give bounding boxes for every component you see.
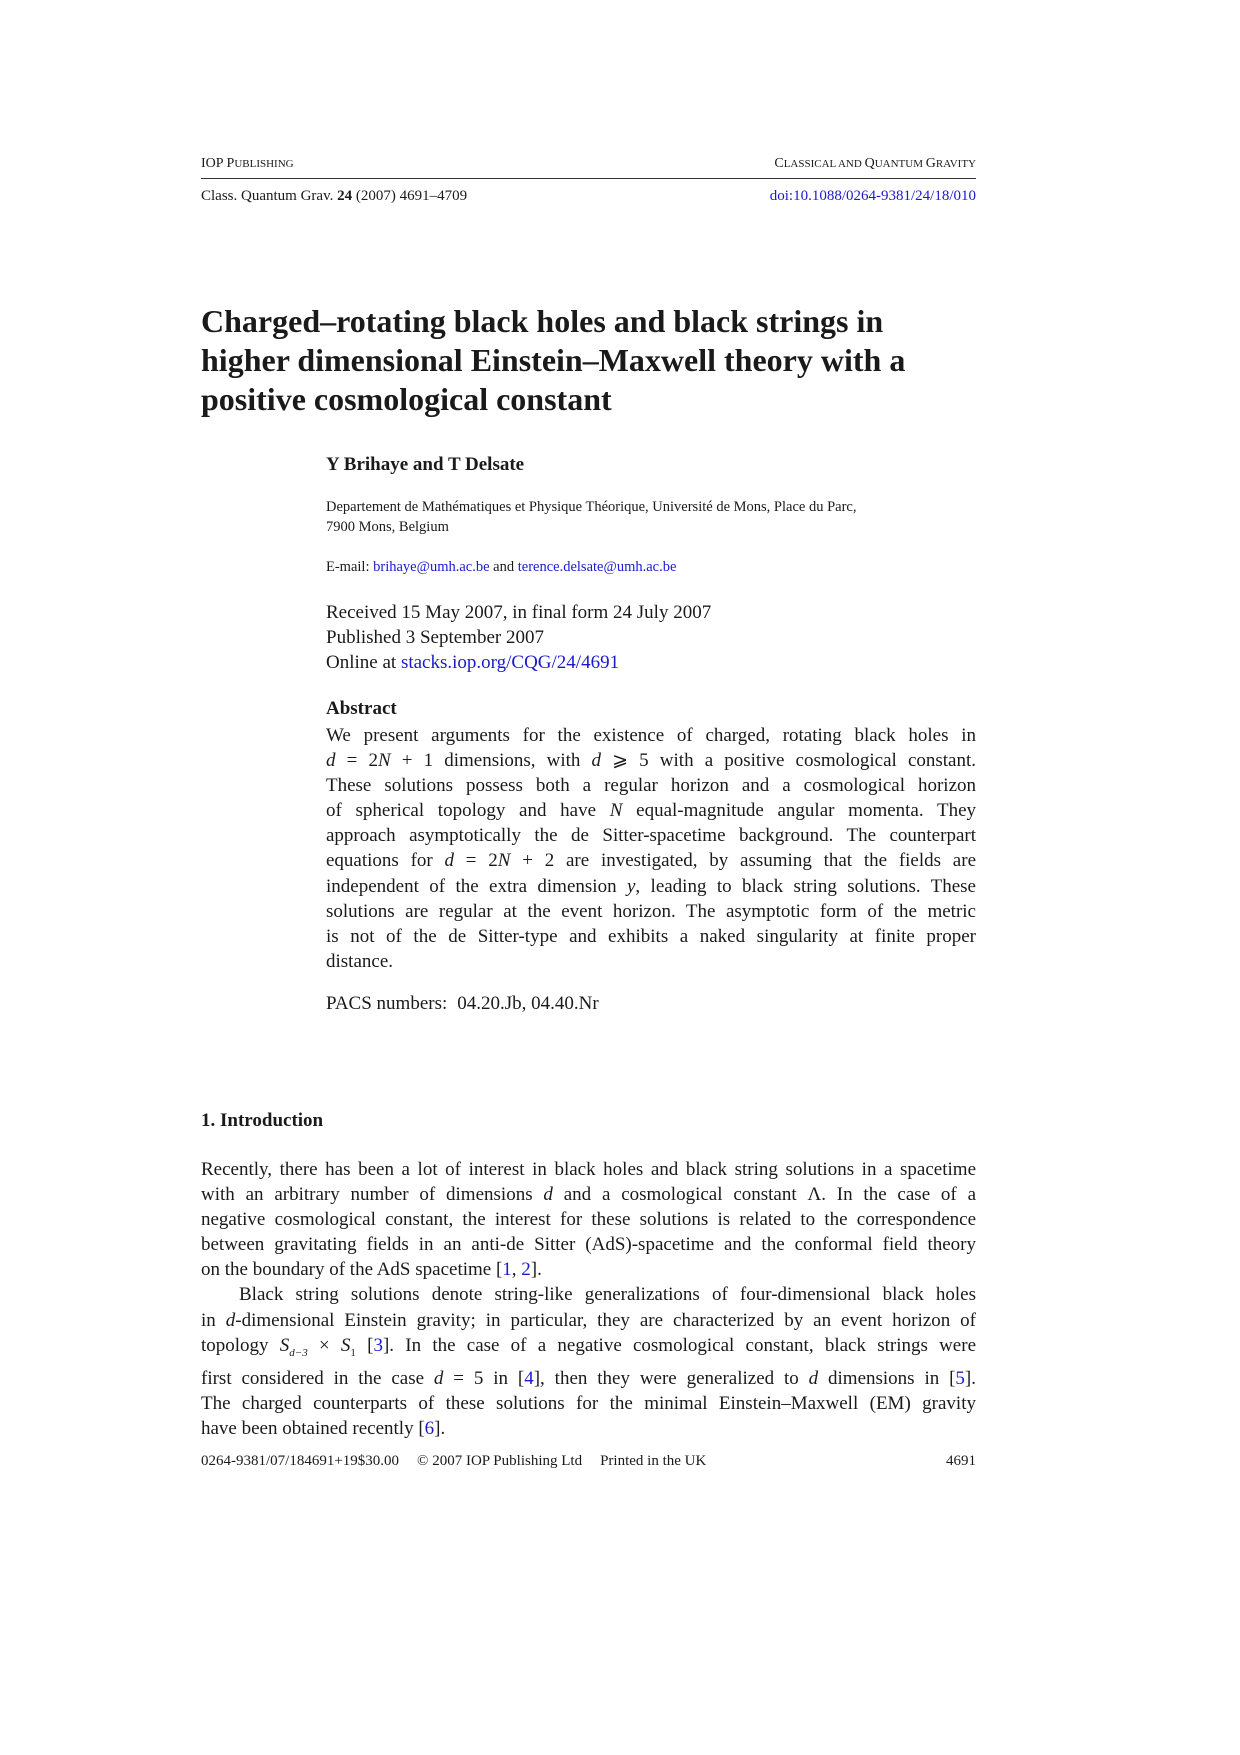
online-link[interactable]: stacks.iop.org/CQG/24/4691: [400, 652, 620, 673]
abstract-line: [326, 949, 976, 974]
math-var: d: [591, 750, 602, 772]
abstract-text: , leading to black string solutions. These: [635, 875, 976, 897]
intro-line: [201, 1207, 976, 1232]
intro-text: topology: [201, 1334, 280, 1356]
reference-link-1[interactable]: 1: [502, 1259, 512, 1281]
abstract-text: equal-magnitude angular momenta. They: [622, 800, 977, 822]
abstract-text: independent of the extra dimension: [326, 875, 627, 897]
abstract-text: + 1 dimensions, with: [390, 750, 592, 772]
intro-text: -dimensional Einstein gravity; in particular, they are characterized by an event horizon of: [235, 1309, 976, 1331]
abstract-line: [326, 798, 976, 823]
abstract-text: is not of the de Sitter-type and exhibits a naked singularity at finite proper: [326, 925, 976, 947]
pacs-value: 04.20.Jb, 04.40.Nr: [457, 993, 599, 1014]
abstract-line: [326, 924, 976, 949]
abstract-text: of spherical topology and have: [326, 800, 610, 822]
intro-text: between gravitating fields in an anti-de Sitter (AdS)-spacetime and the conformal field theory: [201, 1234, 976, 1256]
affiliation: [326, 497, 976, 537]
journal-word-2-initial: Q: [864, 156, 875, 171]
math-var: d: [326, 750, 336, 772]
intro-text: Black string solutions denote string-like generalizations of four-dimensional black holes: [239, 1284, 976, 1306]
abstract-line: [326, 848, 976, 873]
intro-text: and a cosmological constant Λ. In the case of a: [552, 1184, 977, 1206]
intro-line: [201, 1182, 976, 1207]
intro-text: ×: [307, 1334, 341, 1356]
citation-journal: Class. Quantum Grav.: [201, 188, 338, 204]
abstract-text: solutions are regular at the event horizon. The asymptotic form of the metric: [326, 900, 976, 922]
citation: [201, 188, 467, 205]
intro-line: [201, 1157, 976, 1182]
abstract-text: ⩾ 5 with a positive cosmological constant.: [601, 750, 977, 772]
intro-text: on the boundary of the AdS spacetime [: [201, 1259, 503, 1281]
footer-issn: 0264-9381/07/184691+19$30.00: [201, 1453, 400, 1469]
math-subscript: 1: [350, 1346, 356, 1359]
affiliation-line: 7900 Mons, Belgium: [326, 519, 449, 535]
intro-line: [201, 1391, 976, 1416]
section-heading: 1. Introduction: [201, 1110, 324, 1131]
abstract-text: approach asymptotically the de Sitter-spacetime background. The counterpart: [326, 825, 976, 847]
affiliation-line: Departement de Mathématiques et Physique Théorique, Université de Mons, Place du Parc,: [326, 499, 857, 515]
intro-text: ,: [511, 1259, 522, 1281]
email-joiner: and: [489, 559, 518, 575]
intro-line: [201, 1416, 976, 1441]
received-date: Received 15 May 2007, in final form 24 July 2007: [326, 602, 712, 623]
publisher-initials: IOP P: [201, 156, 235, 171]
doi-link[interactable]: [770, 188, 976, 205]
intro-text: Recently, there has been a lot of interest in black holes and black string solutions in a spacetime: [201, 1159, 976, 1180]
email-link-delsate[interactable]: terence.delsate@umh.ac.be: [517, 559, 677, 575]
abstract-text: + 2 are investigated, by assuming that the fields are: [510, 850, 977, 872]
abstract-text: = 2: [335, 750, 378, 772]
reference-link-2[interactable]: 2: [521, 1259, 531, 1281]
abstract-body: [326, 723, 976, 974]
intro-text: ]. In the case of a negative cosmological constant, black strings were: [382, 1334, 977, 1356]
citation-volume: 24: [337, 188, 353, 204]
math-var: S: [279, 1334, 290, 1356]
online-label: Online at: [326, 652, 401, 673]
pacs-numbers: [326, 993, 599, 1015]
publisher-name: [201, 156, 294, 172]
title-line: positive cosmological constant: [201, 381, 612, 417]
intro-text: = 5 in [: [443, 1367, 525, 1389]
abstract-text: These solutions possess both a regular horizon and a cosmological horizon: [326, 775, 976, 797]
math-subscript: d−3: [289, 1346, 308, 1359]
paper-title: [201, 302, 1001, 419]
abstract-line: [326, 773, 976, 798]
intro-text: The charged counterparts of these solutions for the minimal Einstein–Maxwell (EM) gravity: [201, 1392, 976, 1414]
title-line: Charged–rotating black holes and black strings in: [201, 303, 884, 339]
introduction-body: [201, 1157, 976, 1441]
math-var: d: [808, 1367, 819, 1389]
publisher-rest: UBLISHING: [234, 158, 294, 170]
abstract-line: [326, 899, 976, 924]
title-line: higher dimensional Einstein–Maxwell theory with a: [201, 342, 906, 378]
intro-line: [201, 1282, 976, 1307]
intro-line: [201, 1333, 976, 1366]
reference-link-3[interactable]: 3: [373, 1334, 383, 1356]
abstract-line: [326, 723, 976, 748]
intro-text: [: [355, 1334, 374, 1356]
footer-copyright: © 2007 IOP Publishing Ltd: [417, 1453, 583, 1469]
journal-word-2-rest: UANTUM: [874, 158, 926, 170]
intro-text: dimensions in [: [818, 1367, 956, 1389]
math-var: N: [377, 750, 391, 772]
email-link-brihaye[interactable]: brihaye@umh.ac.be: [373, 559, 490, 575]
online-line: [326, 650, 711, 675]
abstract-heading: Abstract: [326, 698, 397, 719]
intro-line: [201, 1232, 976, 1257]
journal-word-1-initial: C: [774, 156, 784, 171]
footer-printed: Printed in the UK: [600, 1453, 707, 1469]
math-var: y: [626, 875, 636, 897]
journal-name: [774, 156, 976, 172]
intro-line: [201, 1366, 976, 1391]
intro-text: ], then they were generalized to: [533, 1367, 809, 1389]
math-var: N: [609, 800, 623, 822]
intro-line: [201, 1308, 976, 1333]
intro-text: have been obtained recently [: [201, 1417, 425, 1439]
math-var: S: [340, 1334, 351, 1356]
header-rule: [201, 178, 976, 179]
intro-text: with an arbitrary number of dimensions: [201, 1184, 544, 1206]
abstract-text: equations for: [326, 850, 445, 872]
math-var: d: [225, 1309, 236, 1331]
journal-word-1-rest: LASSICAL AND: [783, 158, 865, 170]
abstract-text: = 2: [454, 850, 498, 872]
authors: Y Brihaye and T Delsate: [326, 454, 525, 475]
page-number: 4691: [946, 1453, 976, 1469]
abstract-line: [326, 874, 976, 899]
reference-link-4[interactable]: 4: [524, 1367, 534, 1389]
intro-text: ].: [964, 1367, 976, 1389]
abstract-line: [326, 748, 976, 773]
intro-text: first considered in the case: [201, 1367, 434, 1389]
journal-word-3-initial: G: [925, 156, 936, 171]
intro-text: negative cosmological constant, the interest for these solutions is related to the correspondence: [201, 1209, 976, 1231]
published-date: Published 3 September 2007: [326, 627, 544, 648]
pacs-label: PACS numbers:: [326, 993, 448, 1014]
journal-word-3-rest: RAVITY: [935, 158, 976, 170]
doi-link-text[interactable]: doi:10.1088/0264-9381/24/18/010: [769, 188, 976, 204]
math-var: d: [433, 1367, 444, 1389]
email-line: [326, 559, 676, 576]
math-var: d: [444, 850, 455, 872]
abstract-line: [326, 823, 976, 848]
reference-link-5[interactable]: 5: [955, 1367, 965, 1389]
intro-text: ].: [434, 1417, 446, 1439]
reference-link-6[interactable]: 6: [424, 1417, 435, 1439]
math-var: d: [543, 1184, 553, 1206]
intro-text: ].: [530, 1259, 542, 1281]
math-var: N: [497, 850, 511, 872]
abstract-text: distance.: [326, 950, 394, 972]
email-label: E-mail:: [326, 559, 374, 575]
footer-info: [201, 1453, 724, 1470]
intro-line: [201, 1257, 976, 1282]
abstract-text: We present arguments for the existence of charged, rotating black holes in: [326, 725, 976, 746]
citation-pages: (2007) 4691–4709: [352, 188, 468, 204]
intro-text: in: [201, 1309, 226, 1331]
publication-dates: [326, 600, 711, 675]
